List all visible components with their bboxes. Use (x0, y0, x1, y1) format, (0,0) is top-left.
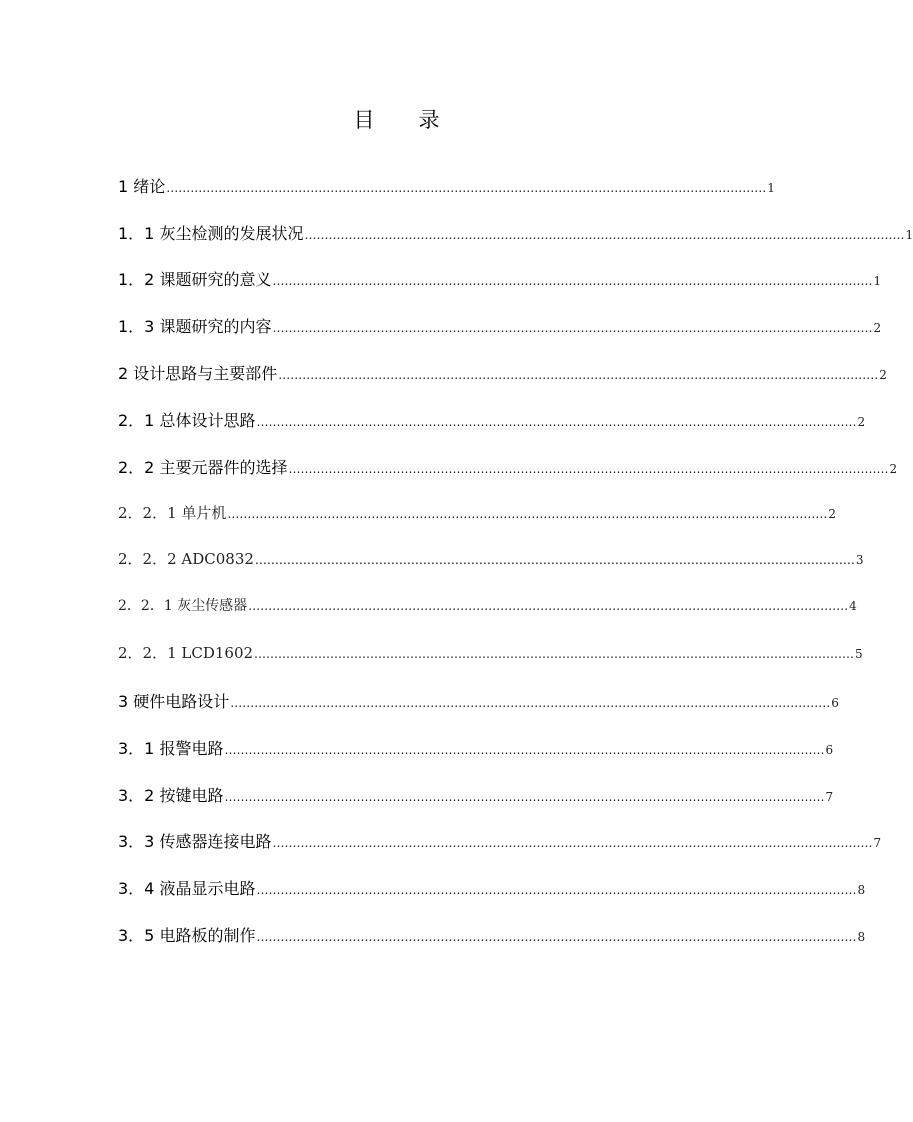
toc-leader: …………………………………………………………………………………………………………………………………… (256, 883, 857, 897)
toc-page-number: 1 (905, 228, 913, 242)
toc-leader: …………………………………………………………………………………………………………………………………… (224, 790, 825, 804)
toc-page-number: 2 (857, 415, 866, 429)
toc-entry[interactable] (118, 267, 882, 291)
toc-leader: …………………………………………………………………………………………………………………………………… (272, 274, 873, 288)
toc-title-char-2: 录 (418, 108, 440, 132)
toc-entry[interactable] (118, 923, 866, 947)
toc-entry-label: 3．1 报警电路 (118, 739, 224, 758)
toc-entry[interactable] (118, 221, 913, 245)
toc-leader: …………………………………………………………………………………………………………………………………… (254, 553, 855, 567)
toc-leader: …………………………………………………………………………………………………………………………………… (272, 321, 873, 335)
toc-entry-label: 1 绪论 (118, 177, 166, 196)
toc-page-number: 7 (873, 836, 882, 850)
toc-page-number: 6 (825, 743, 834, 757)
toc-leader: …………………………………………………………………………………………………………………………………… (256, 930, 857, 944)
toc-entry-label: 3 硬件电路设计 (118, 692, 230, 711)
toc-entry[interactable] (118, 502, 837, 526)
toc-entry[interactable] (118, 736, 834, 760)
toc-page-number: 2 (879, 368, 887, 382)
toc-entry[interactable] (118, 314, 882, 338)
toc-page-number: 4 (849, 599, 857, 613)
toc-entry-label: 2．1 总体设计思路 (118, 411, 256, 430)
toc-entry-label: 1．3 课题研究的内容 (118, 317, 272, 336)
toc-entry[interactable] (118, 829, 882, 853)
toc-leader: …………………………………………………………………………………………………………………………………… (227, 507, 828, 521)
toc-entry[interactable] (118, 548, 864, 572)
toc-leader: …………………………………………………………………………………………………………………………………… (248, 599, 849, 613)
toc-entry[interactable] (118, 408, 866, 432)
toc-page-number: 7 (825, 790, 834, 804)
toc-entry[interactable] (118, 361, 887, 385)
toc-leader: …………………………………………………………………………………………………………………………………… (256, 415, 857, 429)
toc-entry-label: 2．2．2 ADC0832 (118, 550, 254, 568)
toc-page-number: 1 (767, 181, 775, 195)
toc-page-number: 2 (828, 507, 837, 521)
toc-leader: …………………………………………………………………………………………………………………………………… (304, 228, 905, 242)
toc-entry[interactable] (118, 783, 834, 807)
toc-entry[interactable] (118, 642, 863, 666)
toc-entry-label: 3．3 传感器连接电路 (118, 832, 272, 851)
toc-leader: …………………………………………………………………………………………………………………………………… (272, 836, 873, 850)
toc-entry-label: 2．2．1 单片机 (118, 504, 227, 522)
toc-leader: …………………………………………………………………………………………………………………………………… (166, 181, 767, 195)
toc-entry-label: 3．2 按键电路 (118, 786, 224, 805)
toc-entry-label: 1．2 课题研究的意义 (118, 270, 272, 289)
toc-entry-label: 1．1 灰尘检测的发展状况 (118, 224, 304, 243)
toc-leader: …………………………………………………………………………………………………………………………………… (224, 743, 825, 757)
toc-entry-label: 2．2．1 LCD1602 (118, 644, 254, 662)
toc-page-number: 8 (857, 883, 866, 897)
toc-entry-label: 3．5 电路板的制作 (118, 926, 256, 945)
toc-page-number: 2 (889, 462, 898, 476)
toc-page-number: 1 (873, 274, 882, 288)
toc-page-number: 6 (831, 696, 839, 710)
toc-entry-label: 3．4 液晶显示电路 (118, 879, 256, 898)
toc-leader: …………………………………………………………………………………………………………………………………… (288, 462, 889, 476)
toc-entry[interactable] (118, 174, 775, 198)
toc-entry[interactable] (118, 595, 857, 619)
toc-leader: …………………………………………………………………………………………………………………………………… (230, 696, 831, 710)
toc-page-number: 8 (857, 930, 866, 944)
toc-title-char-1: 目 (353, 108, 375, 132)
toc-entry[interactable] (118, 455, 898, 479)
toc-entry-label: 2．2．1 灰尘传感器 (118, 598, 248, 614)
toc-entry-label: 2 设计思路与主要部件 (118, 364, 278, 383)
toc-page-number: 2 (873, 321, 882, 335)
toc-leader: …………………………………………………………………………………………………………………………………… (254, 647, 855, 661)
toc-page-number: 3 (855, 553, 864, 567)
toc-entry[interactable] (118, 876, 866, 900)
toc-page-number: 5 (855, 647, 863, 661)
toc-leader: …………………………………………………………………………………………………………………………………… (278, 368, 879, 382)
toc-entry-label: 2．2 主要元器件的选择 (118, 458, 288, 477)
toc-entry[interactable] (118, 689, 839, 713)
